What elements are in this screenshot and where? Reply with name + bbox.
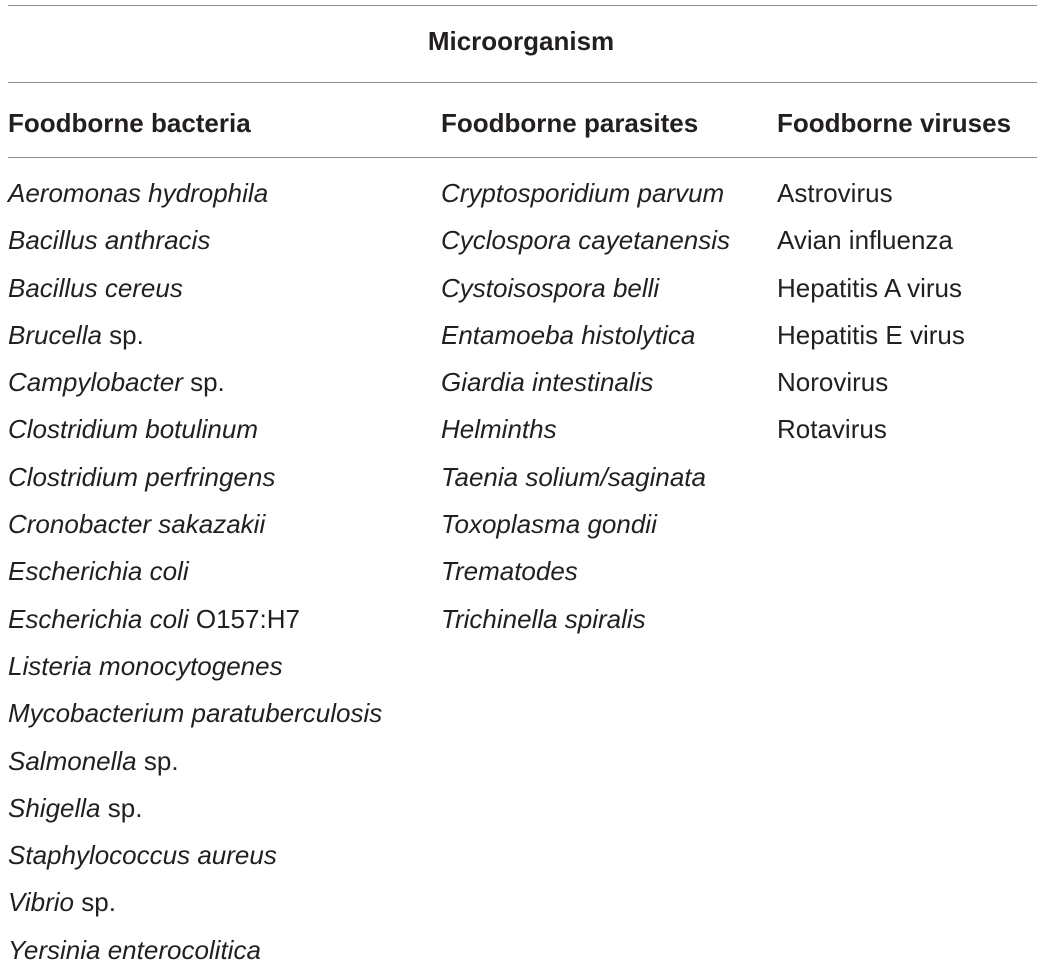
table-cell: [8, 460, 382, 507]
table-cell: [8, 412, 382, 459]
table-cell: [441, 507, 730, 554]
table-cell: [441, 271, 730, 318]
table-cell: [441, 412, 730, 459]
column-header-rule: [8, 157, 1037, 158]
table-cell: [8, 649, 382, 696]
table-cell: [441, 176, 730, 223]
cell-italic-text: Yersinia enterocolitica: [8, 934, 261, 965]
table-cell: [8, 885, 382, 932]
group-header-microorganism: Microorganism: [427, 26, 615, 56]
table-cell: [441, 318, 730, 365]
table-cell: [8, 933, 382, 980]
column-bacteria: [8, 176, 382, 980]
table-cell: [8, 602, 382, 649]
cell-text: sp.: [100, 792, 143, 823]
cell-italic-text: Escherichia coli: [8, 603, 189, 634]
cell-italic-text: Giardia intestinalis: [441, 367, 654, 398]
cell-italic-text: Brucella: [8, 319, 102, 350]
cell-italic-text: Cronobacter sakazakii: [8, 509, 266, 540]
table-cell: [441, 554, 730, 601]
table-cell: [777, 176, 965, 223]
table-cell: [777, 318, 965, 365]
cell-italic-text: Cyclospora cayetanensis: [441, 225, 731, 256]
table-cell: [441, 365, 730, 412]
table-top-rule: [8, 5, 1037, 6]
cell-italic-text: Vibrio: [8, 887, 75, 918]
cell-italic-text: Helminths: [441, 414, 557, 445]
table-cell: [8, 744, 382, 791]
cell-italic-text: Toxoplasma gondii: [441, 509, 657, 540]
table-cell: [8, 176, 382, 223]
cell-text: Norovirus: [777, 367, 889, 398]
table-cell: [441, 602, 730, 649]
table-cell: [777, 412, 965, 459]
cell-italic-text: Cystoisospora belli: [441, 272, 660, 303]
cell-italic-text: Trichinella spiralis: [441, 603, 646, 634]
table-cell: [8, 271, 382, 318]
cell-text: Hepatitis A virus: [777, 272, 962, 303]
table-cell: [8, 365, 382, 412]
table-cell: [777, 271, 965, 318]
cell-text: Rotavirus: [777, 414, 887, 445]
cell-italic-text: Staphylococcus aureus: [8, 840, 277, 871]
table-cell: [8, 507, 382, 554]
cell-italic-text: Clostridium botulinum: [8, 414, 258, 445]
cell-text: O157:H7: [188, 603, 300, 634]
column-header-bacteria: Foodborne bacteria: [8, 108, 251, 138]
cell-italic-text: Entamoeba histolytica: [441, 319, 696, 350]
table-cell: [8, 791, 382, 838]
column-header-viruses: Foodborne viruses: [777, 108, 1012, 138]
table-cell: [8, 838, 382, 885]
cell-text: sp.: [101, 319, 144, 350]
column-parasites: [441, 176, 730, 649]
column-viruses: [777, 176, 965, 460]
table-cell: [777, 223, 965, 270]
group-header-rule: [8, 82, 1037, 83]
cell-italic-text: Clostridium perfringens: [8, 461, 276, 492]
cell-italic-text: Mycobacterium paratuberculosis: [8, 698, 383, 729]
cell-italic-text: Bacillus anthracis: [8, 225, 211, 256]
cell-text: sp.: [136, 745, 179, 776]
cell-text: sp.: [182, 367, 225, 398]
cell-italic-text: Escherichia coli: [8, 556, 189, 587]
column-header-parasites: Foodborne parasites: [441, 108, 699, 138]
table-cell: [441, 223, 730, 270]
cell-italic-text: Salmonella: [8, 745, 137, 776]
table-cell: [8, 696, 382, 743]
cell-italic-text: Bacillus cereus: [8, 272, 183, 303]
table-cell: [8, 223, 382, 270]
cell-text: sp.: [74, 887, 116, 918]
table-cell: [441, 460, 730, 507]
table-cell: [8, 318, 382, 365]
table-cell: [777, 365, 965, 412]
cell-italic-text: Trematodes: [441, 556, 578, 587]
cell-italic-text: Aeromonas hydrophila: [8, 178, 269, 208]
cell-text: Hepatitis E virus: [777, 319, 965, 350]
table-cell: [8, 554, 382, 601]
cell-text: Avian influenza: [777, 225, 953, 256]
cell-italic-text: Taenia solium/saginata: [441, 461, 706, 492]
cell-text: Astrovirus: [777, 178, 893, 208]
cell-italic-text: Campylobacter: [8, 367, 183, 398]
cell-italic-text: Listeria monocytogenes: [8, 650, 283, 681]
cell-italic-text: Shigella: [8, 792, 101, 823]
cell-italic-text: Cryptosporidium parvum: [441, 178, 725, 208]
